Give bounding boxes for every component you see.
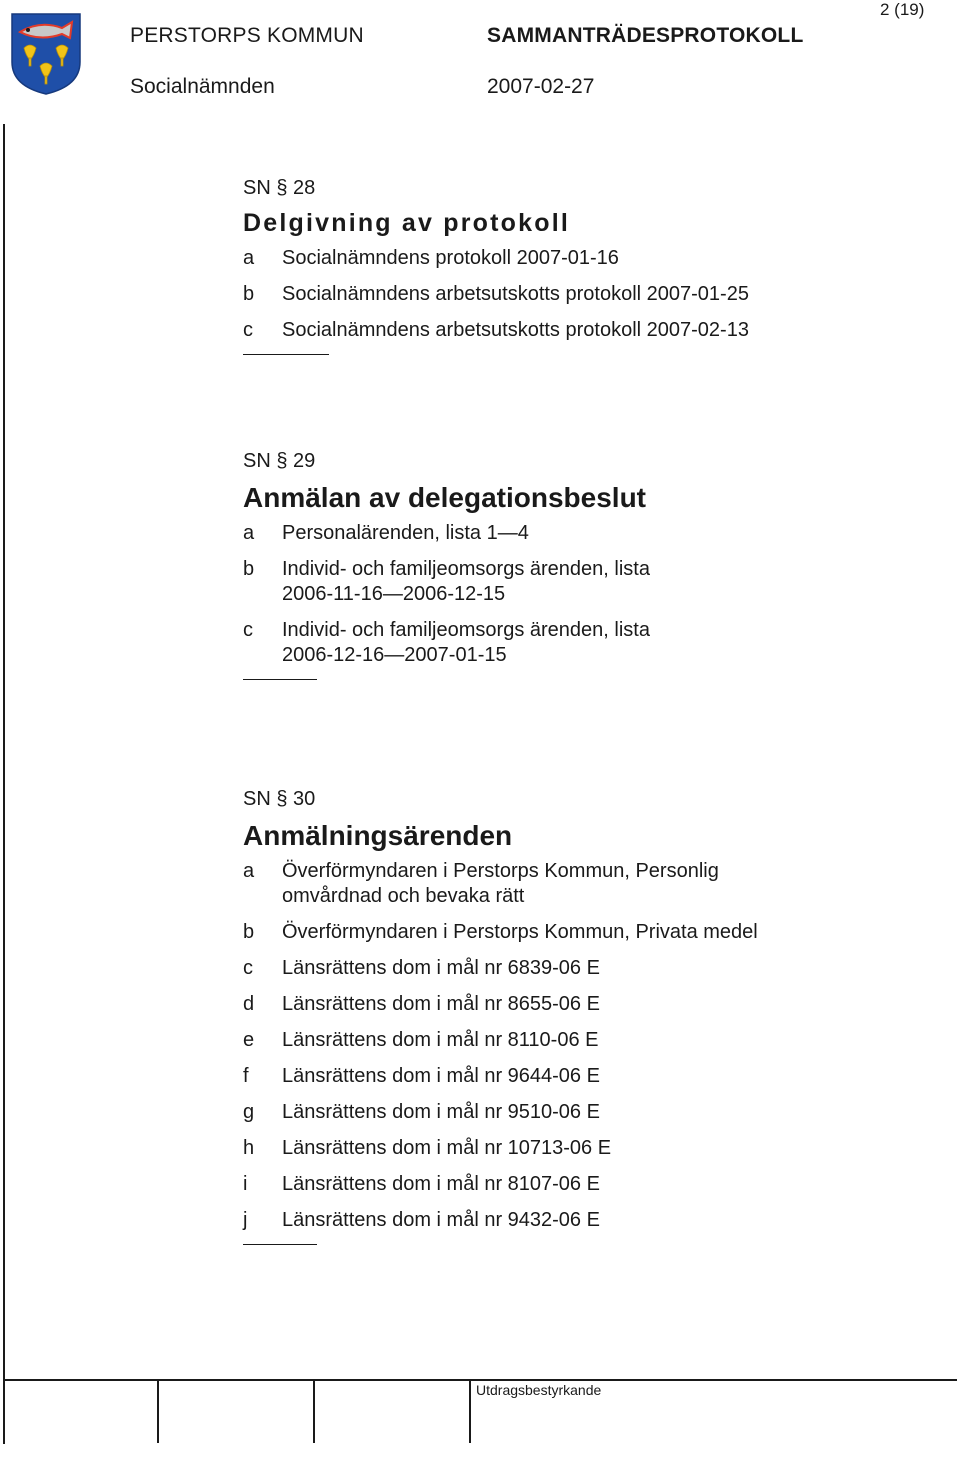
item-text: Individ- och familjeomsorgs ärenden, lista 2006-12-16—2007-01-15	[282, 619, 650, 666]
section-number: SN § 28	[243, 177, 316, 199]
section-divider	[243, 679, 317, 680]
item-text: Länsrättens dom i mål nr 8655-06 E	[282, 993, 600, 1015]
item-text: Länsrättens dom i mål nr 9510-06 E	[282, 1101, 600, 1123]
item-letter: i	[243, 1173, 248, 1195]
section-number: SN § 29	[243, 450, 316, 472]
item-letter: j	[243, 1209, 248, 1231]
footer-certification-label: Utdragsbestyrkande	[476, 1382, 602, 1398]
footer-rule	[3, 1379, 957, 1381]
item-text: Personalärenden, lista 1—4	[282, 522, 529, 544]
section-divider	[243, 1244, 317, 1245]
section-sn-29	[243, 449, 923, 680]
item-letter: a	[243, 247, 255, 269]
footer-cell-divider	[469, 1381, 471, 1443]
item-letter: c	[243, 619, 253, 641]
list-item	[243, 859, 782, 909]
list-item	[243, 557, 662, 607]
item-letter: g	[243, 1101, 255, 1123]
perstorp-coat-of-arms-icon	[10, 12, 82, 96]
item-letter: e	[243, 1029, 255, 1051]
organization-name: PERSTORPS KOMMUN	[130, 24, 364, 47]
section-sn-28	[243, 176, 923, 355]
item-text: Länsrättens dom i mål nr 8110-06 E	[282, 1029, 599, 1051]
list-item	[243, 618, 662, 668]
list-item	[243, 1028, 923, 1053]
item-text: Länsrättens dom i mål nr 6839-06 E	[282, 957, 600, 979]
item-list	[243, 859, 923, 1233]
item-letter: a	[243, 860, 255, 882]
item-text: Socialnämndens protokoll 2007-01-16	[282, 247, 619, 269]
page-number: 2 (19)	[880, 0, 925, 19]
list-item	[243, 956, 923, 981]
item-list	[243, 521, 923, 668]
footer-cell-divider	[157, 1381, 159, 1443]
item-text: Överförmyndaren i Perstorps Kommun, Personlig omvårdnad och bevaka rätt	[282, 860, 719, 907]
item-letter: d	[243, 993, 255, 1015]
list-item	[243, 920, 923, 945]
item-letter: b	[243, 558, 255, 580]
list-item	[243, 521, 923, 546]
list-item	[243, 246, 923, 271]
item-letter: c	[243, 957, 253, 979]
committee-name: Socialnämnden	[130, 75, 275, 98]
list-item	[243, 1172, 923, 1197]
document-type: SAMMANTRÄDESPROTOKOLL	[487, 24, 804, 47]
item-letter: f	[243, 1065, 249, 1087]
section-divider	[243, 354, 329, 355]
item-letter: c	[243, 319, 253, 341]
item-text: Individ- och familjeomsorgs ärenden, lista 2006-11-16—2006-12-15	[282, 558, 650, 605]
item-letter: a	[243, 522, 255, 544]
item-letter: b	[243, 921, 255, 943]
item-text: Länsrättens dom i mål nr 10713-06 E	[282, 1137, 612, 1159]
list-item	[243, 1208, 923, 1233]
item-text: Länsrättens dom i mål nr 8107-06 E	[282, 1173, 600, 1195]
list-item	[243, 992, 923, 1017]
section-title: Anmälningsärenden	[243, 820, 513, 851]
section-sn-30	[243, 787, 923, 1245]
item-text: Överförmyndaren i Perstorps Kommun, Privata medel	[282, 921, 758, 943]
section-title: Delgivning av protokoll	[243, 209, 571, 237]
meeting-date: 2007-02-27	[487, 75, 595, 98]
list-item	[243, 282, 923, 307]
list-item	[243, 1100, 923, 1125]
list-item	[243, 1136, 923, 1161]
item-text: Socialnämndens arbetsutskotts protokoll 2007-02-13	[282, 319, 749, 341]
item-text: Socialnämndens arbetsutskotts protokoll 2007-01-25	[282, 283, 749, 305]
footer-cell-divider	[313, 1381, 315, 1443]
list-item	[243, 318, 923, 343]
margin-rule	[3, 124, 5, 1444]
item-letter: b	[243, 283, 255, 305]
list-item	[243, 1064, 923, 1089]
section-title: Anmälan av delegationsbeslut	[243, 482, 646, 513]
item-letter: h	[243, 1137, 255, 1159]
item-text: Länsrättens dom i mål nr 9432-06 E	[282, 1209, 600, 1231]
item-list	[243, 246, 923, 343]
section-number: SN § 30	[243, 788, 316, 810]
item-text: Länsrättens dom i mål nr 9644-06 E	[282, 1065, 600, 1087]
